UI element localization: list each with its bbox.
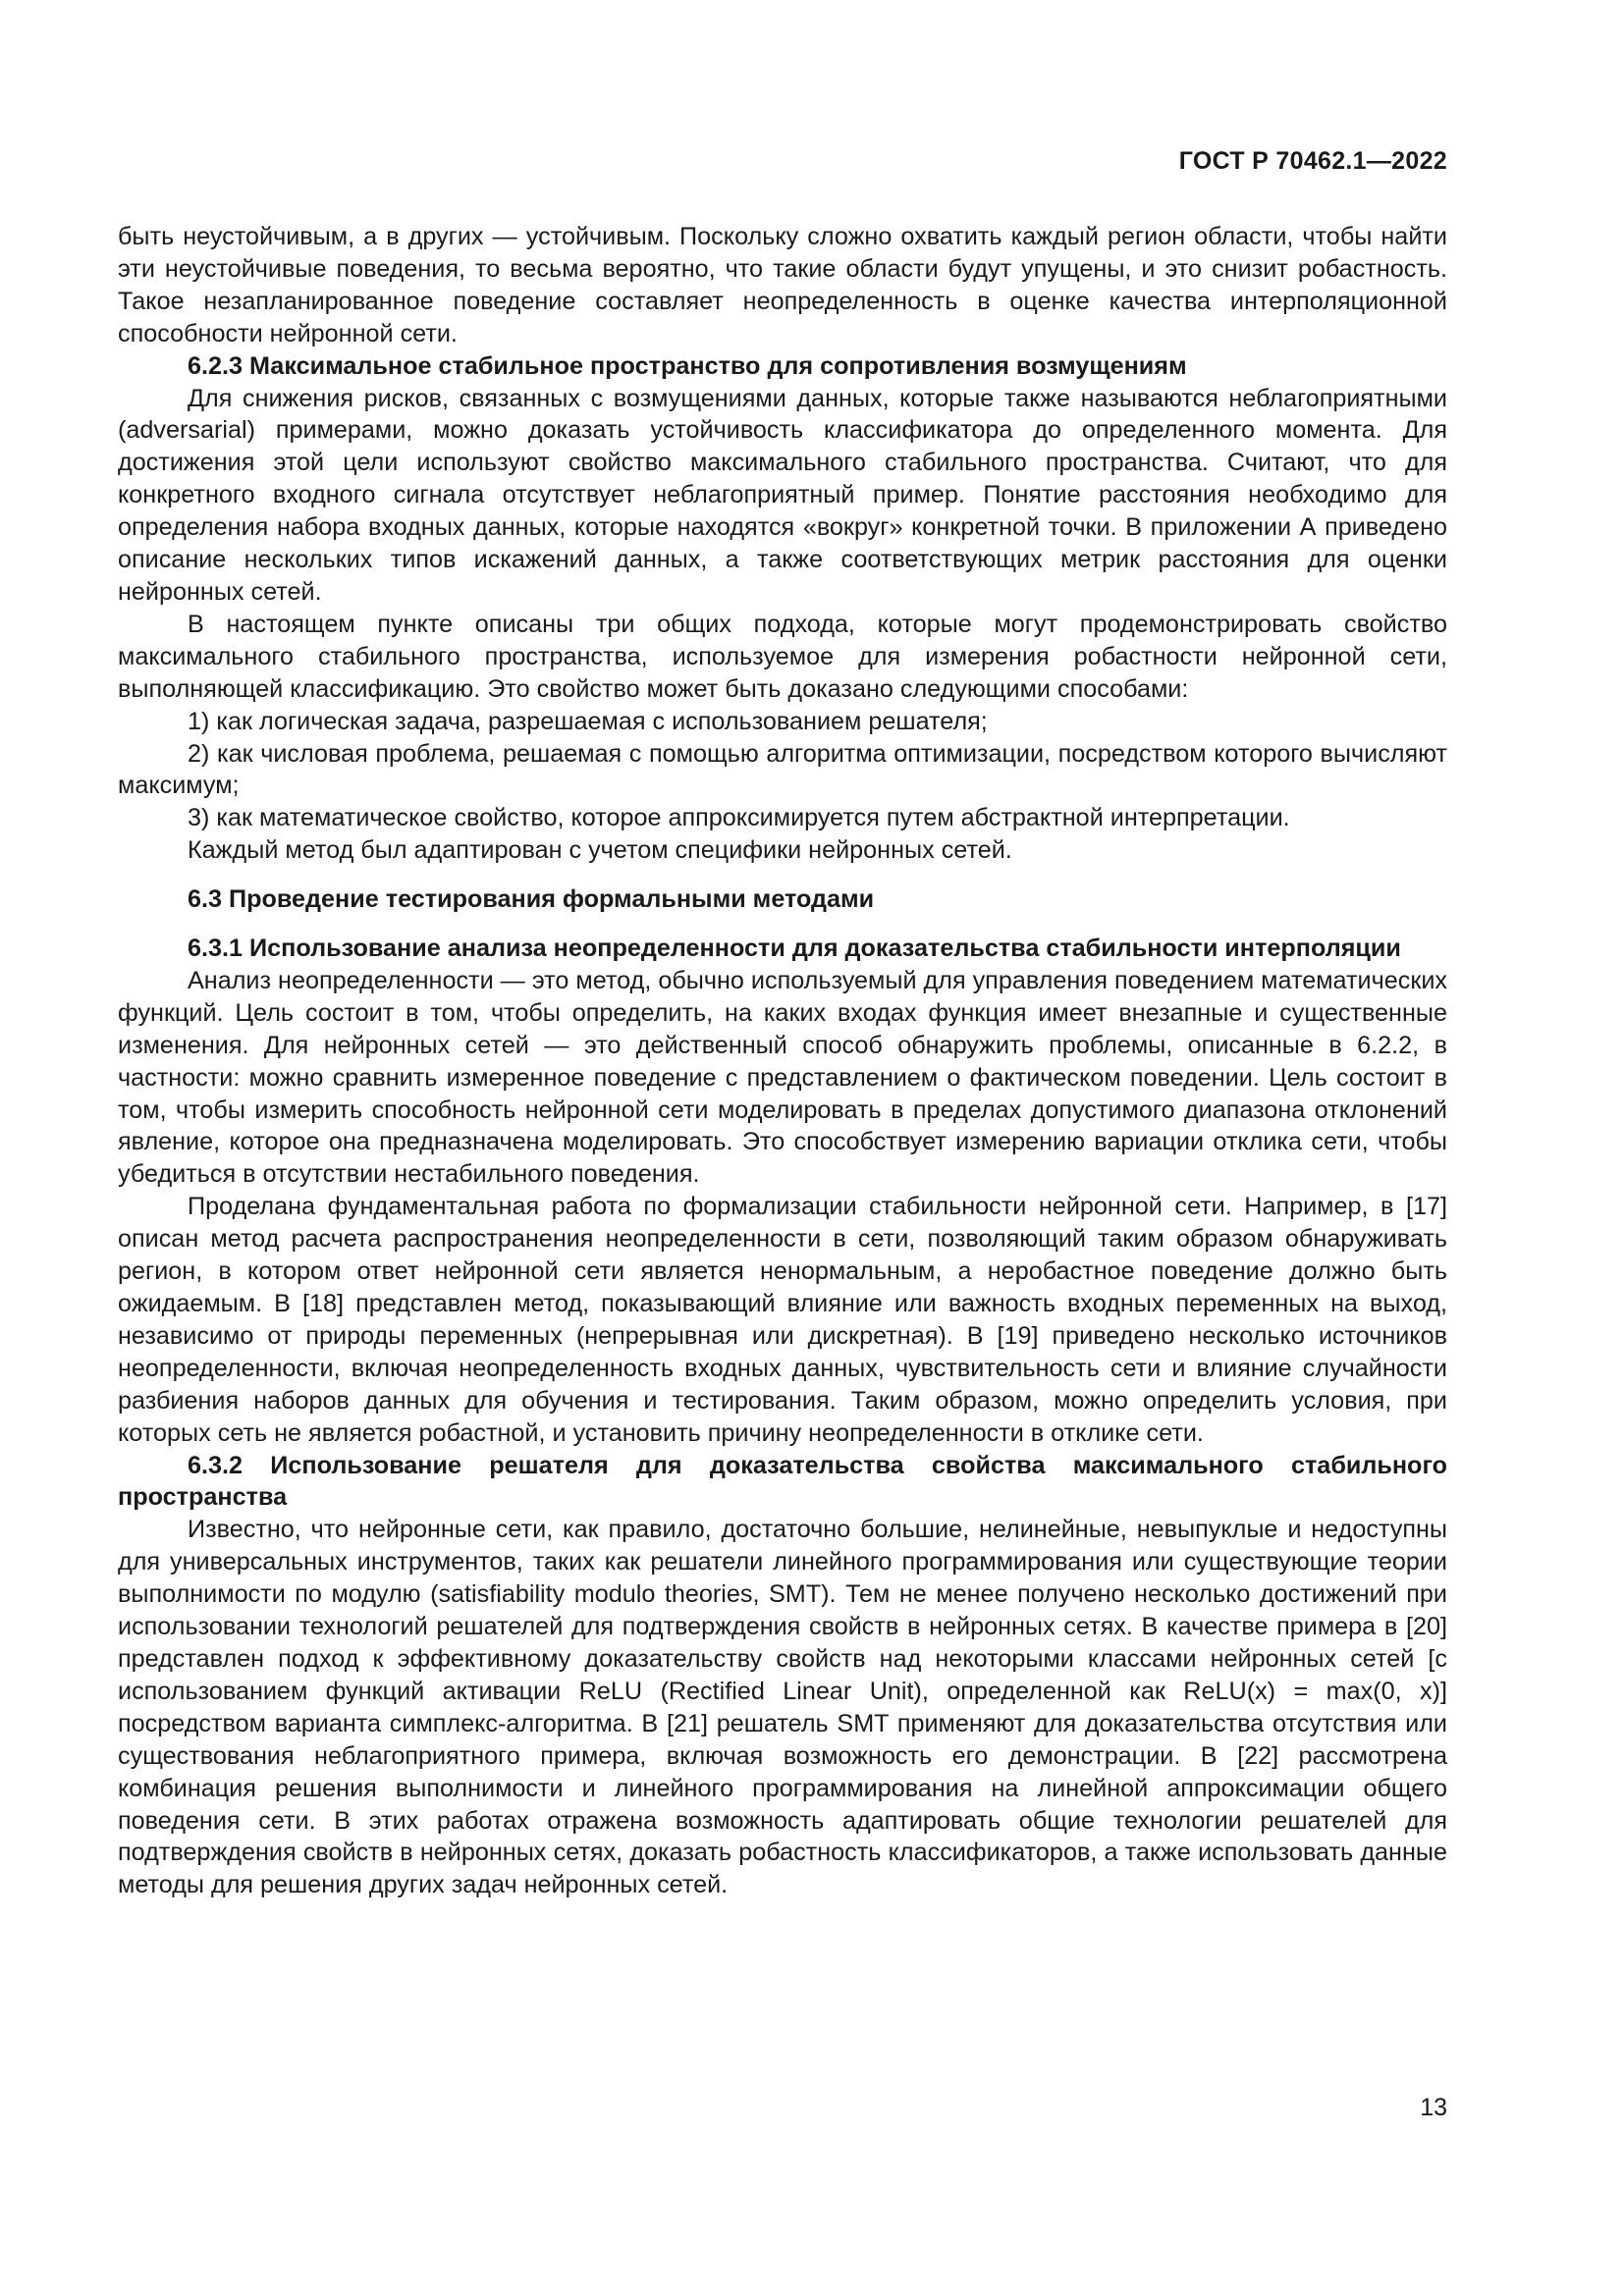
paragraph: В настоящем пункте описаны три общих подхода, которые могут продемонстрировать свойство максимального стабильного пространства, используемое для измерения робастности нейронной сети, выполняющей классификацию. Это свойство может быть доказано следующими способами: bbox=[118, 610, 1447, 703]
list-item-1: 1) как логическая задача, разрешаемая с использованием решателя; bbox=[188, 707, 988, 735]
paragraph-continuation: быть неустойчивым, а в других — устойчивым. Поскольку сложно охватить каждый регион области, чтобы найти эти неустойчивые поведения, то весьма вероятно, что такие области будут упущены, и это снизит робастность. Такое незапланированное поведение составляет неопределенность в оценке качества интерполяционной способности нейронной сети. bbox=[118, 223, 1447, 347]
paragraph: Проделана фундаментальная работа по формализации стабильности нейронной сети. Например, в [17] описан метод расчета распространения неопределенности в сети, позволяющий таким образом обнаруживать регион, в котором ответ нейронной сети является ненормальным, а неробастное поведение должно быть ожидаемым. В [18] представлен метод, показывающий влияние или важность входных переменных на выход, независимо от природы переменных (непрерывная или дискретная). В [19] приведено несколько источников неопределенности, включая неопределенность входных данных, чувствительность сети и влияние случайности разбиения наборов данных для обучения и тестирования. Таким образом, можно определить условия, при которых сеть не является робастной, и установить причину неопределенности в отклике сети. bbox=[118, 1193, 1447, 1447]
section-heading-6-2-3: 6.2.3 Максимальное стабильное пространство для сопротивления возмущениям bbox=[188, 351, 1187, 380]
section-heading-6-3-2: 6.3.2 Использование решателя для доказательства свойства максимального стабильного пространства bbox=[118, 1451, 1447, 1512]
paragraph: Каждый метод был адаптирован с учетом специфики нейронных сетей. bbox=[188, 836, 1012, 865]
document-id-header: ГОСТ Р 70462.1—2022 bbox=[1178, 147, 1447, 175]
list-item-3: 3) как математическое свойство, которое аппроксимируется путем абстрактной интерпретации. bbox=[188, 804, 1290, 832]
document-body bbox=[118, 221, 1447, 1901]
page-number: 13 bbox=[1420, 2094, 1447, 2121]
list-item-2: 2) как числовая проблема, решаемая с помощью алгоритма оптимизации, посредством которого вычисляют максимум; bbox=[118, 739, 1447, 800]
section-heading-6-3: 6.3 Проведение тестирования формальными методами bbox=[188, 885, 875, 914]
paragraph: Анализ неопределенности — это метод, обычно используемый для управления поведением математических функций. Цель состоит в том, чтобы определить, на каких входах функция имеет внезапные и существенные изменения. Для нейронных сетей — это действенный способ обнаружить проблемы, описанные в 6.2.2, в частности: можно сравнить измеренное поведение с представлением о фактическом поведении. Цель состоит в том, чтобы измерить способность нейронной сети моделировать в пределах допустимого диапазона отклонений явление, которое она предназначена моделировать. Это способствует измерению вариации отклика сети, чтобы убедиться в отсутствии нестабильного поведения. bbox=[118, 966, 1447, 1189]
paragraph: Известно, что нейронные сети, как правило, достаточно большие, нелинейные, невыпуклые и недоступны для универсальных инструментов, таких как решатели линейного программирования или существующие теории выполнимости по модулю (satisfiability modulo theories, SMT). Тем не менее получено несколько достижений при использовании технологий решателей для подтверждения свойств в нейронных сетях. В качестве примера в [20] представлен подход к эффективному доказательству свойств над некоторыми классами нейронных сетей [с использованием функций активации ReLU (Rectified Linear Unit), определенной как ReLU(x) = max(0, x)] посредством варианта симплекс-алгоритма. В [21] решатель SMT применяют для доказательства отсутствия или существования неблагоприятного примера, включая возможность его демонстрации. В [22] рассмотрена комбинация решения выполнимости и линейного программирования на линейной аппроксимации общего поведения сети. В этих работах отражена возможность адаптировать общие технологии решателей для подтверждения свойств в нейронных сетях, доказать робастность классификаторов, а также использовать данные методы для решения других задач нейронных сетей. bbox=[118, 1516, 1447, 1899]
paragraph: Для снижения рисков, связанных с возмущениями данных, которые также называются неблагоприятными (adversarial) примерами, можно доказать устойчивость классификатора до определенного момента. Для достижения этой цели используют свойство максимального стабильного пространства. Считают, что для конкретного входного сигнала отсутствует неблагоприятный пример. Понятие расстояния необходимо для определения набора входных данных, которые находятся «вокруг» конкретной точки. В приложении А приведено описание нескольких типов искажений данных, а также соответствующих метрик расстояния для оценки нейронных сетей. bbox=[118, 384, 1447, 606]
section-heading-6-3-1: 6.3.1 Использование анализа неопределенности для доказательства стабильности интерполяции bbox=[188, 934, 1401, 963]
